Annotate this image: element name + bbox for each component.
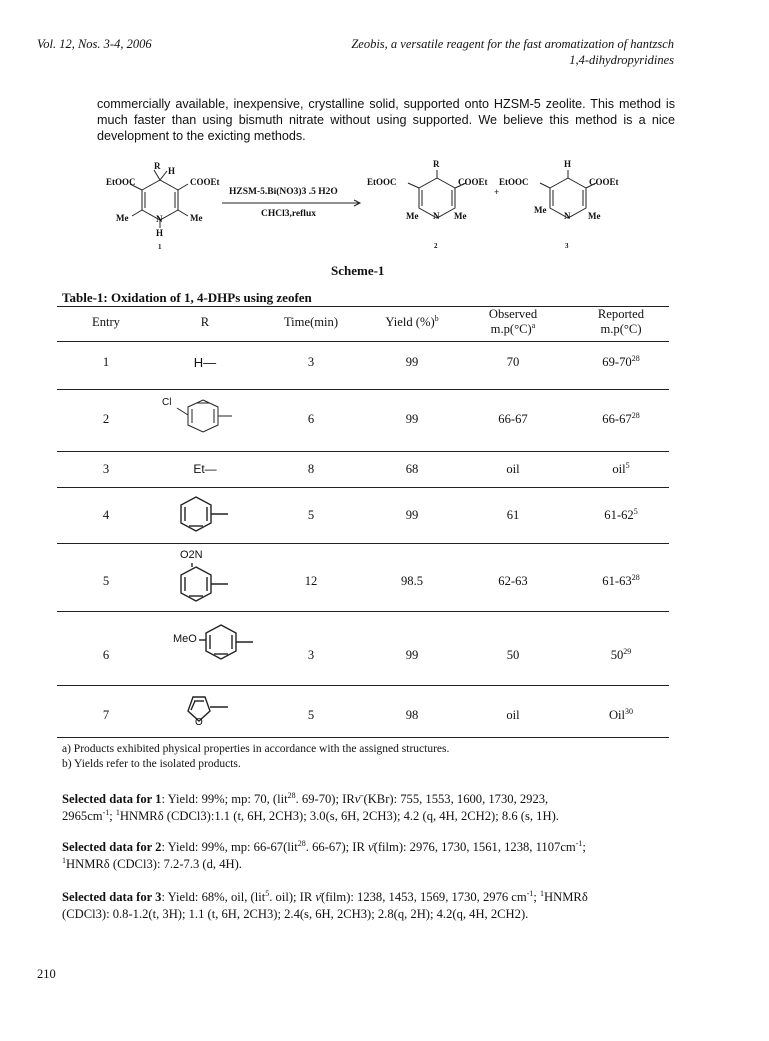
selected-data-1-sup: 1 bbox=[115, 807, 120, 817]
row3-r: Et— bbox=[193, 462, 217, 476]
row2-yield: 99 bbox=[405, 412, 419, 426]
selected-data-2 bbox=[62, 839, 672, 873]
header-observed-sup: a bbox=[531, 320, 536, 330]
row2-reported bbox=[586, 412, 656, 427]
scheme-atom-cooet3: COOEt bbox=[589, 177, 619, 187]
selected-data-2-text: : Yield: 99%, mp: 66-67(lit bbox=[161, 840, 298, 854]
scheme-drawing bbox=[110, 158, 670, 262]
row6-observed: 50 bbox=[506, 648, 520, 662]
row5-reported bbox=[586, 574, 656, 589]
row-divider bbox=[57, 543, 669, 544]
chlorophenyl-ring-icon bbox=[158, 395, 258, 445]
row5-observed: 62-63 bbox=[498, 574, 528, 588]
selected-data-2-text: . 66-67); IR bbox=[305, 840, 365, 854]
row6-r-meo-label: MeO bbox=[173, 633, 197, 645]
row3-observed: oil bbox=[506, 462, 520, 476]
row3-entry: 3 bbox=[102, 462, 110, 476]
scheme-atom-cooet2: COOEt bbox=[458, 177, 488, 187]
row2-r-cl-label: Cl bbox=[162, 397, 172, 408]
scheme-atom-r1: R bbox=[154, 161, 161, 171]
selected-data-1-text: . 69-70); IR bbox=[295, 792, 355, 806]
reaction-scheme bbox=[106, 158, 670, 262]
selected-data-1-text: ; bbox=[109, 809, 116, 823]
compound-label-1: 1 bbox=[158, 243, 162, 251]
row4-reported-ref: 5 bbox=[633, 506, 638, 516]
header-reported-line1: Reported bbox=[597, 307, 645, 321]
row6-entry: 6 bbox=[102, 648, 110, 662]
row3-time: 8 bbox=[307, 462, 315, 476]
selected-data-3-text: . oil); IR bbox=[269, 890, 313, 904]
compound-label-3: 3 bbox=[565, 242, 569, 250]
table-bottom-rule bbox=[57, 737, 669, 738]
row7-yield: 98 bbox=[405, 708, 419, 722]
scheme-caption: Scheme-1 bbox=[331, 263, 385, 278]
selected-data-3-sup: -1 bbox=[526, 888, 534, 898]
selected-data-2-sup: -1 bbox=[575, 838, 583, 848]
row1-reported bbox=[586, 355, 656, 370]
header-yield bbox=[372, 315, 452, 330]
row-divider bbox=[57, 685, 669, 686]
scheme-atom-me2b: Me bbox=[454, 211, 467, 221]
row3-reported-value: oil bbox=[612, 462, 626, 476]
row7-observed: oil bbox=[506, 708, 520, 722]
scheme-atom-n1: N bbox=[156, 214, 163, 224]
selected-data-3-sup: 1 bbox=[540, 888, 545, 898]
footnote-a: a) Products exhibited physical properties in accordance with the assigned structures. bbox=[62, 743, 450, 755]
row6-reported bbox=[586, 648, 656, 663]
selected-data-3-text: ; bbox=[533, 890, 541, 904]
row-divider bbox=[57, 451, 669, 452]
scheme-atom-me1b: Me bbox=[190, 213, 203, 223]
scheme-atom-etooc3: EtOOC bbox=[499, 177, 529, 187]
selected-data-2-text: (film): 2976, 1730, 1561, 1238, 1107cm bbox=[373, 840, 576, 854]
table-caption bbox=[62, 290, 312, 306]
selected-data-3-text: : Yield: 68%, oil, (lit bbox=[161, 890, 266, 904]
row1-reported-value: 69-70 bbox=[602, 355, 632, 369]
row2-reported-ref: 28 bbox=[631, 410, 640, 420]
header-entry: Entry bbox=[92, 315, 120, 329]
footnote-b: b) Yields refer to the isolated products. bbox=[62, 758, 241, 770]
row5-r-nitro-label: O2N bbox=[180, 549, 203, 561]
selected-data-1-sup: -1 bbox=[102, 807, 110, 817]
selected-data-3 bbox=[62, 889, 672, 923]
selected-data-2-label: Selected data for 2 bbox=[62, 840, 162, 854]
selected-data-3-ref: 5 bbox=[265, 888, 270, 898]
row7-time: 5 bbox=[307, 708, 315, 722]
row5-time: 12 bbox=[304, 574, 318, 588]
selected-data-1 bbox=[62, 791, 672, 825]
row4-reported-value: 61-62 bbox=[604, 508, 634, 522]
row6-time: 3 bbox=[307, 648, 315, 662]
row5-entry: 5 bbox=[102, 574, 110, 588]
selected-data-3-text: (film): 1238, 1453, 1569, 1730, 2976 cm bbox=[321, 890, 527, 904]
wavenumber-symbol: ν̄ bbox=[368, 840, 374, 854]
selected-data-3-label: Selected data for 3 bbox=[62, 890, 162, 904]
row7-reported-ref: 30 bbox=[625, 706, 634, 716]
running-header-right-line2: 1,4-dihydropyridines bbox=[569, 53, 674, 67]
row7-reported bbox=[586, 708, 656, 723]
row5-r-structure bbox=[180, 549, 260, 609]
selected-data-3-text: HNMRδ bbox=[544, 890, 588, 904]
header-yield-text: Yield (%) bbox=[385, 315, 435, 329]
scheme-atom-me2a: Me bbox=[406, 211, 419, 221]
table-caption-text: Table-1: Oxidation of 1, 4-DHPs using zeofen bbox=[62, 290, 312, 305]
nitrophenyl-ring-icon bbox=[180, 549, 260, 609]
scheme-atom-nh: H bbox=[156, 228, 164, 238]
row-divider bbox=[57, 611, 669, 612]
intro-paragraph: commercially available, inexpensive, crystalline solid, supported onto HZSM-5 zeolite. This method is much faster than using bismuth nitrate without using supported. We believe this method is a nice development to the exicting methods. bbox=[97, 97, 675, 143]
row7-entry: 7 bbox=[102, 708, 110, 722]
row6-reported-value: 50 bbox=[610, 648, 624, 662]
row6-yield: 99 bbox=[405, 648, 419, 662]
header-observed-line2 bbox=[478, 322, 548, 337]
row-divider bbox=[57, 487, 669, 488]
row2-entry: 2 bbox=[102, 412, 110, 426]
scheme-atom-me1a: Me bbox=[116, 213, 129, 223]
row1-r: H— bbox=[193, 355, 217, 370]
running-header-left: Vol. 12, Nos. 3-4, 2006 bbox=[37, 37, 152, 51]
phenyl-ring-icon bbox=[178, 494, 248, 536]
row6-reported-ref: 29 bbox=[623, 646, 632, 656]
selected-data-2-text: HNMRδ (CDCl3): 7.2-7.3 (d, 4H). bbox=[66, 857, 242, 871]
header-observed-line1: Observed bbox=[488, 307, 538, 321]
row2-observed: 66-67 bbox=[498, 412, 528, 426]
scheme-atom-etooc2: EtOOC bbox=[367, 177, 397, 187]
scheme-atom-h3: H bbox=[564, 159, 572, 169]
row5-reported-value: 61-63 bbox=[602, 574, 632, 588]
scheme-plus: + bbox=[494, 187, 500, 197]
row2-r-structure bbox=[158, 395, 258, 445]
selected-data-1-ref: 28 bbox=[287, 790, 296, 800]
row3-reported-ref: 5 bbox=[625, 460, 630, 470]
scheme-atom-me3a: Me bbox=[534, 205, 547, 215]
header-time: Time(min) bbox=[283, 315, 339, 329]
selected-data-2-sup: 1 bbox=[62, 855, 66, 865]
scheme-atom-r2: R bbox=[433, 159, 440, 169]
table-header-rule bbox=[57, 341, 669, 342]
compound-label-2: 2 bbox=[434, 242, 438, 250]
row5-yield: 98.5 bbox=[400, 574, 424, 588]
header-reported-line2: m.p(°C) bbox=[600, 322, 642, 336]
wavenumber-symbol: ν̄ bbox=[354, 792, 361, 806]
scheme-atom-h1: H bbox=[168, 166, 176, 176]
row7-reported-value: Oil bbox=[608, 708, 626, 722]
row4-observed: 61 bbox=[506, 508, 520, 522]
row2-time: 6 bbox=[307, 412, 315, 426]
reagent-below-arrow: CHCl3,reflux bbox=[261, 209, 316, 219]
row4-entry: 4 bbox=[102, 508, 110, 522]
row1-observed: 70 bbox=[506, 355, 520, 369]
row1-entry: 1 bbox=[102, 355, 110, 369]
selected-data-3-text: (CDCl3): 0.8-1.2(t, 3H); 1.1 (t, 6H, 2CH3); 2.4(s, 6H, 2CH3); 2.8(q, 2H); 4.2(q, 4H, 2CH2). bbox=[62, 907, 529, 921]
row4-yield: 99 bbox=[405, 508, 419, 522]
page-number: 210 bbox=[37, 967, 56, 981]
reagent-above-arrow: HZSM-5.Bi(NO3)3 .5 H2O bbox=[229, 187, 338, 197]
row5-reported-ref: 28 bbox=[631, 572, 640, 582]
row4-reported bbox=[586, 508, 656, 523]
row-divider bbox=[57, 389, 669, 390]
selected-data-1-label: Selected data for 1 bbox=[62, 792, 162, 806]
selected-data-2-text: ; bbox=[582, 840, 586, 854]
selected-data-2-ref: 28 bbox=[297, 838, 306, 848]
row4-r-structure bbox=[178, 494, 248, 541]
row1-time: 3 bbox=[307, 355, 315, 369]
scheme-atom-etooc1: EtOOC bbox=[106, 177, 136, 187]
running-header-right-line1: Zeobis, a versatile reagent for the fast aromatization of hantzsch bbox=[351, 37, 674, 51]
selected-data-1-text: 2965cm bbox=[62, 809, 103, 823]
scheme-atom-n3: N bbox=[564, 211, 571, 221]
row7-r-o-label: O bbox=[195, 717, 203, 728]
header-r: R bbox=[200, 315, 210, 329]
selected-data-1-text: HNMRδ (CDCl3):1.1 (t, 6H, 2CH3); 3.0(s, 6H, 2CH3); 4.2 (q, 4H, 2CH2); 8.6 (s, 1H). bbox=[119, 809, 559, 823]
scheme-atom-cooet1: COOEt bbox=[190, 177, 220, 187]
row7-r-structure bbox=[180, 693, 260, 735]
row3-yield: 68 bbox=[405, 462, 419, 476]
row2-reported-value: 66-67 bbox=[602, 412, 632, 426]
row3-reported bbox=[586, 462, 656, 477]
row1-reported-ref: 28 bbox=[631, 353, 640, 363]
row6-r-structure bbox=[173, 622, 273, 672]
table-top-rule bbox=[57, 306, 669, 307]
selected-data-1-text: (KBr): 755, 1553, 1600, 1730, 2923, bbox=[363, 792, 549, 806]
furan-ring-icon bbox=[180, 693, 260, 735]
selected-data-1-text: : Yield: 99%; mp: 70, (lit bbox=[161, 792, 288, 806]
row1-yield: 99 bbox=[405, 355, 419, 369]
methoxyphenyl-ring-icon bbox=[173, 622, 273, 672]
row4-time: 5 bbox=[307, 508, 315, 522]
scheme-atom-n2: N bbox=[433, 211, 440, 221]
header-yield-sup: b bbox=[434, 313, 439, 323]
wavenumber-symbol: ν̄ bbox=[315, 890, 322, 904]
scheme-atom-me3b: Me bbox=[588, 211, 601, 221]
header-observed-unit: m.p(°C) bbox=[490, 322, 532, 336]
